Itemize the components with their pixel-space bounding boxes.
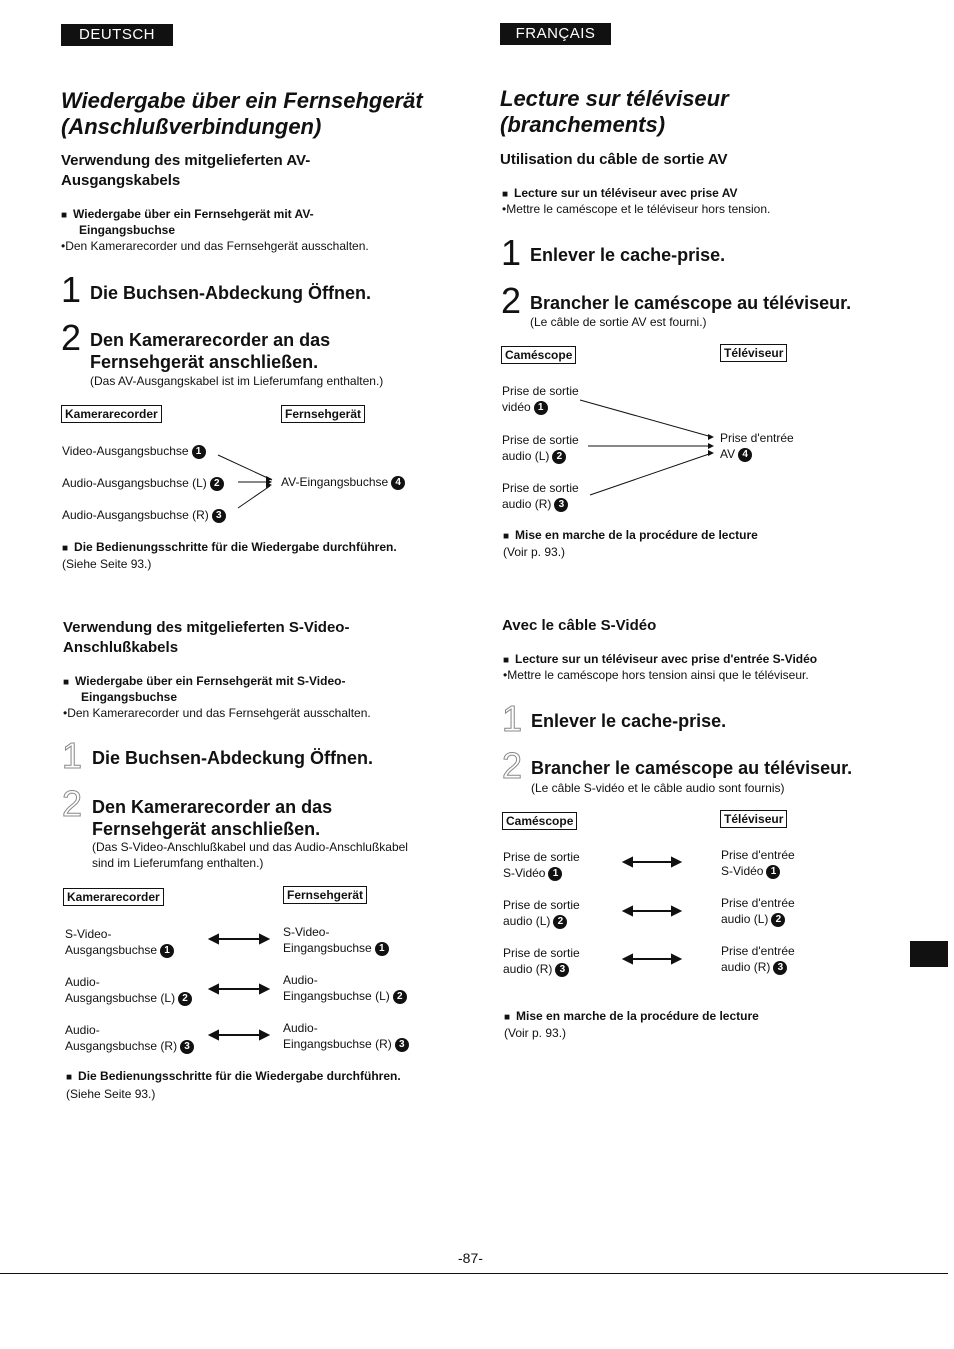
see-page: (Siehe Seite 93.) xyxy=(66,1087,156,1101)
device-label-left: Kamerarecorder xyxy=(61,405,162,423)
badge-3: 3 xyxy=(554,498,568,512)
badge-2: 2 xyxy=(210,477,224,491)
jack-label: Prise de sortie vidéo 1 xyxy=(502,384,579,414)
jack-label: Audio- Ausgangsbuchse (R) 3 xyxy=(65,1022,194,1054)
language-label-francais: FRANÇAIS xyxy=(500,23,611,45)
step-number: 1 xyxy=(501,232,522,273)
step-number: 1 xyxy=(502,698,523,739)
heading-line: Verwendung des mitgelieferten S-Video- xyxy=(63,619,350,636)
device-label-left: Caméscope xyxy=(502,812,577,830)
page-number: -87- xyxy=(458,1250,483,1266)
jack-label: Prise d'entrée audio (R) 3 xyxy=(721,944,795,974)
step-number: 2 xyxy=(501,280,522,321)
bullet-heading: ■ Wiedergabe über ein Fernsehgerät mit S-Video- xyxy=(63,673,345,691)
see-page: (Siehe Seite 93.) xyxy=(62,557,152,571)
badge-3: 3 xyxy=(773,961,787,975)
note-text: •Den Kamerarecorder und das Fernsehgerät ausschalten. xyxy=(63,706,371,720)
step-note: (Das AV-Ausgangskabel ist im Lieferumfang enthalten.) xyxy=(90,374,384,388)
bullet-heading: ■ Lecture sur un téléviseur avec prise AV xyxy=(502,185,737,203)
step-number: 2 xyxy=(502,745,523,786)
step-text: Brancher le caméscope au téléviseur. xyxy=(530,293,852,313)
section-heading-av-fr: Utilisation du câble de sortie AV xyxy=(500,151,728,168)
heading-line: Anschlußkabels xyxy=(63,639,179,656)
step-number: 2 xyxy=(61,317,82,358)
badge-1: 1 xyxy=(192,445,206,459)
badge-2: 2 xyxy=(553,915,567,929)
badge-3: 3 xyxy=(395,1038,409,1052)
step-text: Enlever le cache-prise. xyxy=(531,711,727,731)
device-label-right: Téléviseur xyxy=(720,810,787,828)
note-text: •Den Kamerarecorder und das Fernsehgerät ausschalten. xyxy=(61,239,369,253)
badge-4: 4 xyxy=(391,476,405,490)
step-text: Die Buchsen-Abdeckung Öffnen. xyxy=(92,748,374,768)
jack-label: AV-Eingangsbuchse 4 xyxy=(281,474,405,490)
device-label-right: Fernsehgerät xyxy=(281,405,365,423)
step-line: Fernsehgerät anschließen. xyxy=(92,819,321,839)
badge-3: 3 xyxy=(555,963,569,977)
jack-label: Prise de sortie S-Vidéo 1 xyxy=(503,850,580,880)
badge-2: 2 xyxy=(771,913,785,927)
step-text: Enlever le cache-prise. xyxy=(530,245,726,265)
badge-2: 2 xyxy=(393,990,407,1004)
badge-1: 1 xyxy=(534,401,548,415)
jack-label: Audio- Ausgangsbuchse (L) 2 xyxy=(65,974,192,1006)
step-number: 2 xyxy=(62,783,83,824)
jack-label: Prise d'entrée S-Vidéo 1 xyxy=(721,848,795,878)
jack-label: Audio-Ausgangsbuchse (R) 3 xyxy=(62,507,226,523)
step-line: Fernsehgerät anschließen. xyxy=(90,352,319,372)
see-page: (Voir p. 93.) xyxy=(503,545,566,559)
badge-2: 2 xyxy=(178,992,192,1006)
page-edge-marker xyxy=(910,941,948,967)
note-line: sind im Lieferumfang enthalten.) xyxy=(92,856,264,870)
jack-label: S-Video- Eingangsbuchse 1 xyxy=(283,924,389,956)
jack-label: Prise de sortie audio (L) 2 xyxy=(502,433,579,463)
language-label-deutsch: DEUTSCH xyxy=(61,24,173,46)
title-line-1: Wiedergabe über ein Fernsehgerät xyxy=(61,88,423,113)
jack-label: Prise de sortie audio (R) 3 xyxy=(502,481,579,511)
bullet-heading: ■ Wiedergabe über ein Fernsehgerät mit AV- xyxy=(61,206,314,224)
note-text: •Mettre le caméscope hors tension ainsi que le téléviseur. xyxy=(503,668,809,682)
bullet-heading: ■ Die Bedienungsschritte für die Wiedergabe durchführen. xyxy=(62,539,397,557)
badge-1: 1 xyxy=(766,865,780,879)
badge-3: 3 xyxy=(212,509,226,523)
step-line: Den Kamerarecorder an das xyxy=(90,330,331,350)
step-note: (Le câble de sortie AV est fourni.) xyxy=(530,315,707,329)
badge-2: 2 xyxy=(552,450,566,464)
note-text: •Mettre le caméscope et le téléviseur hors tension. xyxy=(502,202,771,216)
section-heading-svideo-fr: Avec le câble S-Vidéo xyxy=(502,617,657,634)
jack-label: S-Video- Ausgangsbuchse 1 xyxy=(65,926,174,958)
bullet-heading: ■ Mise en marche de la procédure de lecture xyxy=(504,1008,759,1026)
device-label-right: Fernsehgerät xyxy=(283,886,367,904)
jack-label: Prise d'entrée audio (L) 2 xyxy=(721,896,795,926)
title-line-1: Lecture sur téléviseur xyxy=(500,86,729,111)
heading-line: Ausgangskabels xyxy=(61,172,181,189)
title-line-2: (branchements) xyxy=(500,112,666,137)
device-label-right: Téléviseur xyxy=(720,344,787,362)
bullet-heading: ■ Mise en marche de la procédure de lecture xyxy=(503,527,758,545)
jack-label: Video-Ausgangsbuchse 1 xyxy=(62,443,206,459)
bullet-heading-cont: Eingangsbuchse xyxy=(79,223,176,237)
see-page: (Voir p. 93.) xyxy=(504,1026,567,1040)
device-label-left: Kamerarecorder xyxy=(63,888,164,906)
title-line-2: (Anschlußverbindungen) xyxy=(61,114,322,139)
note-line: (Das S-Video-Anschlußkabel und das Audio-Anschlußkabel xyxy=(92,840,408,854)
jack-label: Audio- Eingangsbuchse (L) 2 xyxy=(283,972,407,1004)
badge-1: 1 xyxy=(375,942,389,956)
step-number: 1 xyxy=(61,269,82,310)
footer-rule xyxy=(0,1273,948,1274)
jack-label: Audio-Ausgangsbuchse (L) 2 xyxy=(62,475,224,491)
jack-label: Audio- Eingangsbuchse (R) 3 xyxy=(283,1020,409,1052)
jack-label: Prise d'entrée AV 4 xyxy=(720,431,794,461)
jack-label: Prise de sortie audio (R) 3 xyxy=(503,946,580,976)
badge-1: 1 xyxy=(160,944,174,958)
bullet-heading-cont: Eingangsbuchse xyxy=(81,690,178,704)
heading-line: Verwendung des mitgelieferten AV- xyxy=(61,152,311,169)
step-note: (Le câble S-vidéo et le câble audio sont fournis) xyxy=(531,781,785,795)
badge-3: 3 xyxy=(180,1040,194,1054)
bullet-heading: ■ Lecture sur un téléviseur avec prise d'entrée S-Vidéo xyxy=(503,651,817,669)
step-line: Den Kamerarecorder an das xyxy=(92,797,333,817)
step-number: 1 xyxy=(62,735,83,776)
device-label-left: Caméscope xyxy=(501,346,576,364)
bullet-heading: ■ Die Bedienungsschritte für die Wiedergabe durchführen. xyxy=(66,1068,401,1086)
step-text: Brancher le caméscope au téléviseur. xyxy=(531,758,853,778)
step-text: Die Buchsen-Abdeckung Öffnen. xyxy=(90,283,372,303)
badge-4: 4 xyxy=(738,448,752,462)
badge-1: 1 xyxy=(548,867,562,881)
jack-label: Prise de sortie audio (L) 2 xyxy=(503,898,580,928)
